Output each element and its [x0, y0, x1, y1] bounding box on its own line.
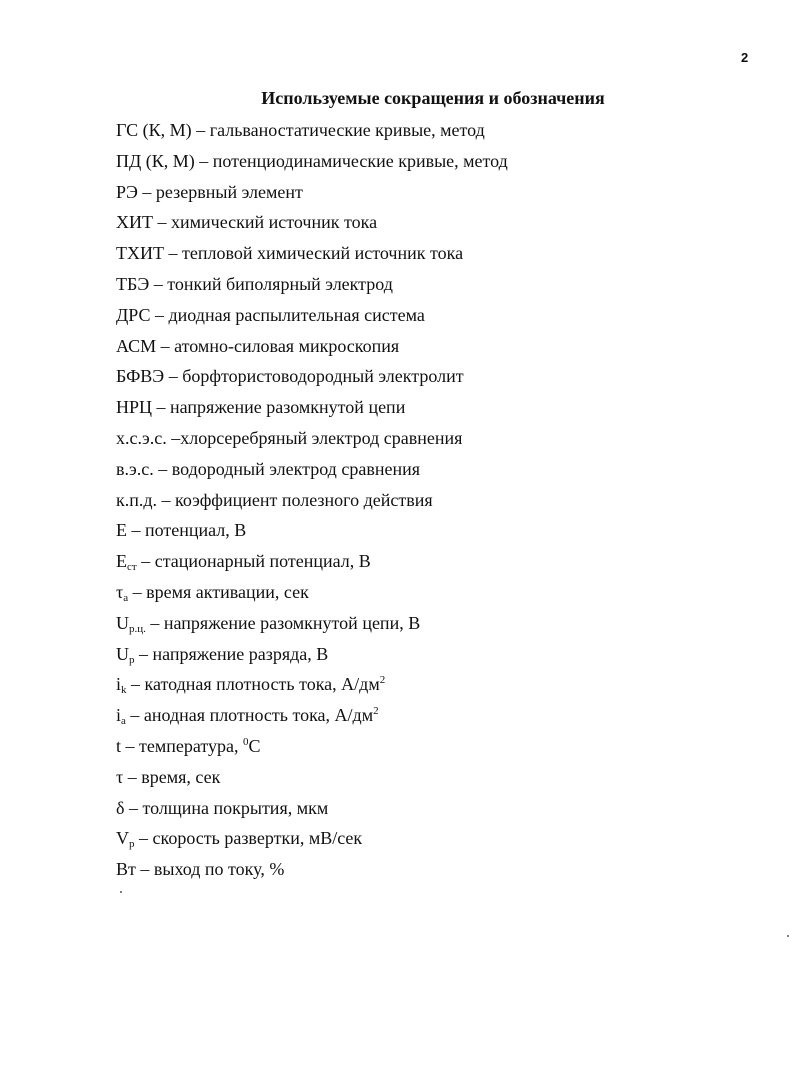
abbreviation-term: ДРС: [116, 304, 151, 325]
abbreviation-row: [116, 179, 508, 210]
abbreviation-row: [116, 671, 508, 702]
abbreviation-definition: коэффициент полезного действия: [175, 489, 433, 510]
abbreviation-term: E: [116, 551, 127, 572]
dash-separator: –: [134, 828, 153, 849]
abbreviation-definition: борфтористоводородный электролит: [182, 366, 464, 387]
abbreviation-term: ГС (К, М): [116, 120, 192, 140]
abbreviation-row: [116, 148, 508, 179]
dash-separator: –: [123, 766, 142, 787]
abbreviation-definition: анодная плотность тока, А/дм: [143, 705, 374, 726]
abbreviation-row: [116, 579, 508, 610]
abbreviation-term: в.э.с.: [116, 458, 154, 479]
abbreviation-term: U: [116, 643, 129, 664]
abbreviation-row: [116, 209, 508, 240]
dash-separator: –: [137, 181, 156, 202]
abbreviation-term: БФВЭ: [116, 366, 165, 387]
scan-speck: [120, 891, 122, 893]
abbreviation-row: [116, 610, 508, 641]
abbreviation-row: [116, 702, 508, 733]
dash-separator: –: [125, 705, 144, 726]
abbreviation-row: [116, 117, 508, 148]
abbreviation-definition: температура,: [139, 735, 244, 756]
abbreviation-definition: катодная плотность тока, А/дм: [144, 674, 380, 695]
abbreviation-definition: время активации, сек: [146, 581, 309, 602]
term-subscript: ст: [127, 561, 137, 574]
abbreviation-term: х.с.э.с.: [116, 427, 167, 448]
dash-separator: –: [150, 304, 169, 325]
abbreviation-term: τ: [116, 581, 124, 602]
abbreviation-definition: резервный элемент: [155, 181, 303, 202]
page-number: 2: [741, 50, 749, 65]
abbreviation-definition: стационарный потенциал, В: [154, 551, 371, 572]
abbreviation-row: [116, 302, 508, 333]
abbreviation-definition: скорость развертки, мВ/сек: [152, 828, 363, 849]
abbreviation-term: РЭ: [116, 181, 138, 202]
dash-separator: –: [152, 397, 171, 418]
abbreviation-term: НРЦ: [116, 397, 153, 418]
abbreviation-definition: толщина покрытия, мкм: [142, 797, 329, 818]
abbreviation-definition: потенциодинамические кривые, метод: [212, 150, 508, 171]
dash-separator: –: [149, 273, 168, 294]
term-subscript: а: [123, 591, 129, 604]
page-title: Используемые сокращения и обозначения: [261, 88, 605, 108]
abbreviation-row: [116, 394, 508, 425]
abbreviation-row: [116, 363, 508, 394]
dash-separator: –: [191, 120, 210, 140]
abbreviation-definition: выход по току, %: [153, 859, 285, 880]
abbreviation-term: V: [116, 828, 129, 849]
dash-separator: –: [121, 735, 140, 756]
abbreviation-definition: напряжение разомкнутой цепи, В: [163, 612, 421, 633]
dash-separator: –: [164, 243, 182, 264]
abbreviation-definition: напряжение разряда, В: [152, 643, 329, 664]
abbreviation-term: ТХИТ: [116, 243, 164, 264]
dash-separator: –: [136, 551, 155, 572]
term-subscript: k: [121, 684, 127, 697]
dash-separator: –: [156, 335, 175, 356]
abbreviation-definition: атомно-силовая микроскопия: [174, 335, 400, 356]
abbreviation-term: i: [116, 705, 122, 726]
scan-speck: [787, 935, 789, 937]
abbreviation-term: ТБЭ: [116, 273, 150, 294]
abbreviation-term: δ: [116, 797, 125, 818]
abbreviation-term: АСМ: [116, 335, 157, 356]
dash-separator: –: [134, 643, 153, 664]
abbreviation-term: t: [116, 735, 122, 756]
dash-separator: –: [164, 366, 183, 387]
definition-superscript: 2: [379, 674, 386, 687]
abbreviation-definition: тонкий биполярный электрод: [167, 273, 393, 294]
abbreviation-definition: потенциал, В: [145, 520, 247, 541]
dash-separator: –: [126, 674, 145, 695]
dash-separator: –: [153, 212, 171, 233]
dash-separator: –: [157, 489, 176, 510]
definition-superscript: 0: [243, 735, 249, 748]
dash-separator: –: [124, 797, 143, 818]
abbreviation-definition: напряжение разомкнутой цепи: [170, 397, 406, 418]
abbreviation-term: τ: [116, 766, 124, 787]
term-subscript: р: [129, 838, 135, 851]
abbreviation-row: [116, 487, 508, 518]
abbreviation-definition: хлорсеребряный электрод сравнения: [180, 427, 463, 448]
dash-separator: –: [145, 612, 164, 633]
abbreviation-row: [116, 825, 508, 856]
definition-suffix: C: [248, 735, 261, 756]
abbreviation-row: [116, 333, 508, 364]
abbreviation-row: [116, 517, 508, 548]
abbreviation-row: [116, 795, 508, 826]
abbreviation-row: [116, 271, 508, 302]
abbreviation-row: [116, 456, 508, 487]
definition-superscript: 2: [373, 705, 379, 718]
abbreviation-row: [116, 240, 508, 271]
abbreviation-definition: химический источник тока: [171, 212, 378, 233]
abbreviation-term: i: [116, 674, 122, 695]
abbreviation-definition: гальваностатические кривые, метод: [209, 120, 485, 140]
dash-separator: –: [135, 859, 154, 880]
abbreviation-row: [116, 641, 508, 672]
abbreviation-definition: водородный электрод сравнения: [171, 458, 420, 479]
abbreviation-row: [116, 548, 508, 579]
term-subscript: р.ц.: [129, 622, 146, 635]
abbreviation-row: [116, 733, 508, 764]
abbreviation-term: Вт: [116, 859, 136, 880]
dash-separator: –: [127, 520, 145, 541]
dash-separator: –: [153, 458, 172, 479]
abbreviation-term: U: [116, 612, 129, 633]
term-subscript: р: [129, 653, 135, 666]
abbreviation-row: [116, 425, 508, 456]
abbreviation-term: к.п.д.: [116, 489, 158, 510]
dash-separator: –: [194, 150, 213, 171]
abbreviation-definition: время, сек: [141, 766, 221, 787]
dash-separator: –: [128, 581, 147, 602]
abbreviation-definition: диодная распылительная система: [168, 304, 425, 325]
abbreviation-definition: тепловой химический источник тока: [182, 243, 464, 264]
abbreviation-term: ПД (К, М): [116, 150, 195, 171]
abbreviation-list: [116, 117, 508, 887]
term-subscript: a: [121, 715, 126, 728]
abbreviation-row: [116, 856, 508, 887]
dash-separator: –: [166, 427, 181, 448]
abbreviation-term: E: [116, 520, 127, 541]
abbreviation-row: [116, 764, 508, 795]
abbreviation-term: ХИТ: [116, 212, 153, 233]
